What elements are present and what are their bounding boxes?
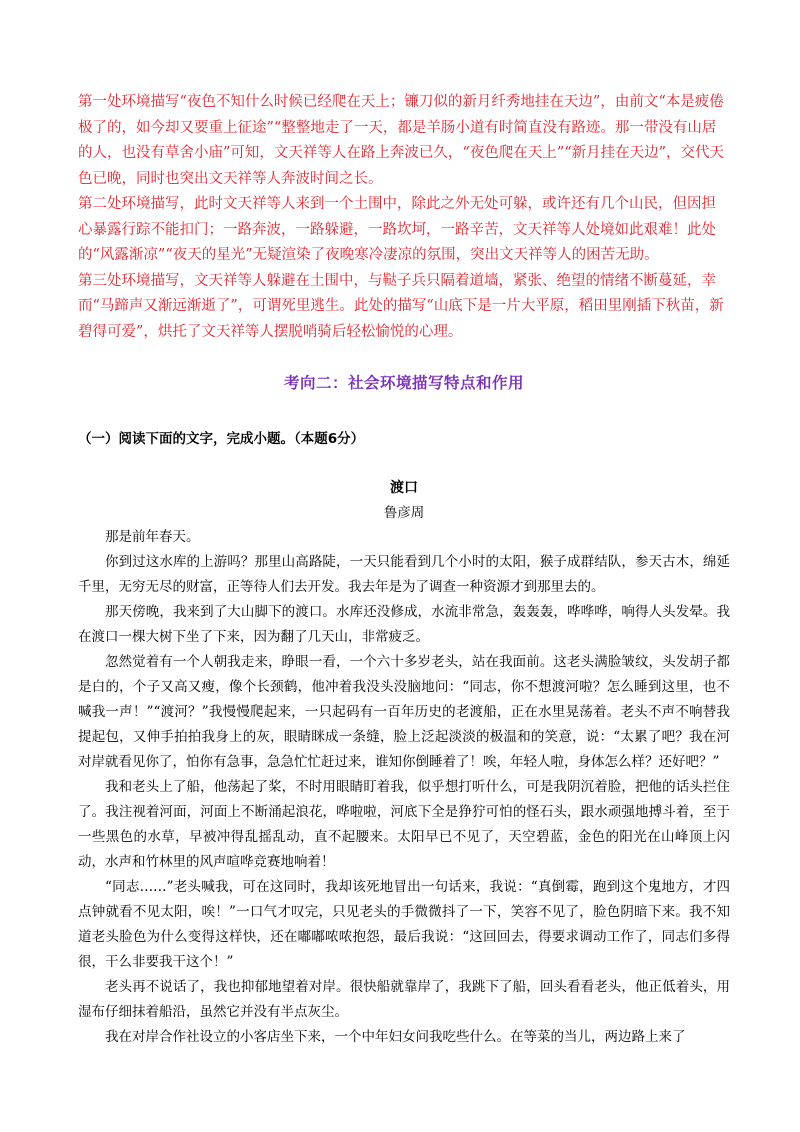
- article-title: 渡口: [390, 480, 418, 496]
- article-paragraph-8: 我在对岸合作社设立的小客店坐下来，一个中年妇女问我吃些什么。在等菜的当儿，两边路上来了: [105, 1029, 686, 1045]
- question-prompt: （一）阅读下面的文字，完成小题。（本题6分）: [78, 431, 365, 447]
- analysis-paragraph-3: 第三处环境描写，文天祥等人躲避在土围中，与鞑子兵只隔着道墙，紧张、绝望的情绪不断蔓延，幸而“马蹄声又渐远渐逝了”，可谓死里逃生。此处的描写“山底下是一片大平原，稻田里刚插下秋苗，新碧得可爱”，烘托了文天祥等人摆脱哨骑后轻松愉悦的心理。: [78, 272, 724, 340]
- article-paragraph-2: 你到过这水库的上游吗？那里山高路陡，一天只能看到几个小时的太阳，猴子成群结队，参天古木，绵延千里，无穷无尽的财富，正等待人们去开发。我去年是为了调查一种资源才到那里去的。: [78, 554, 730, 595]
- article-body: [78, 525, 730, 1050]
- article-paragraph-6: “同志……”老头喊我，可在这同时，我却该死地冒出一句话来，我说：“真倒霉，跑到这个鬼地方，才四点钟就看不见太阳，唉！”一口气才叹完，只见老头的手微微抖了一下，笑容不见了，脸色阴暗下来。我不知道老头脸色为什么变得这样快，还在嘟嘟哝哝抱怨，最后我说：“这回回去，得要求调动工作了，同志们多得很，干么非要我干这个！”: [78, 879, 730, 970]
- article-paragraph-1: 那是前年春天。: [105, 529, 200, 545]
- article-paragraph-5: 我和老头上了船，他荡起了桨，不时用眼睛盯着我，似乎想打听什么，可是我阴沉着脸，把他的话头拦住了。我注视着河面，河面上不断涌起浪花，哗啦啦，河底下全是狰狞可怕的怪石头，跟水顽强地搏斗着，至于一些黑色的水草，早被冲得乱摇乱动，直不起腰来。太阳早已不见了，天空碧蓝，金色的阳光在山峰顶上闪动，水声和竹林里的风声喧哗竞赛地响着！: [78, 779, 730, 870]
- analysis-paragraph-1: 第一处环境描写“夜色不知什么时候已经爬在天上；镰刀似的新月纤秀地挂在天边”，由前文“本是疲倦极了的，如今却又要重上征途”“整整地走了一天，都是羊肠小道有时简直没有路迹。那一带没有山居的人，也没有草舍小庙”可知，文天祥等人在路上奔波已久，“夜色爬在天上”“新月挂在天边”，交代天色已晚，同时也突出文天祥等人奔波时间之长。: [78, 94, 725, 187]
- article-paragraph-7: 老头再不说话了，我也抑郁地望着对岸。很快船就靠岸了，我跳下了船，回头看看老头，他正低着头，用湿布仔细抹着船沿，虽然它并没有半点灰尘。: [78, 979, 730, 1020]
- article-paragraph-3: 那天傍晚，我来到了大山脚下的渡口。水库还没修成，水流非常急，轰轰轰，哗哗哗，响得人头发晕。我在渡口一棵大树下坐了下来，因为翻了几天山，非常疲乏。: [78, 604, 730, 645]
- article-author: 鲁彦周: [383, 505, 425, 521]
- analysis-block: [78, 90, 730, 345]
- section-heading: 考向二：社会环境描写特点和作用: [283, 374, 524, 392]
- article-paragraph-4: 忽然觉着有一个人朝我走来，睁眼一看，一个六十多岁老头，站在我面前。这老头满脸皱纹，头发胡子都是白的，个子又高又瘦，像个长颈鹤，他冲着我没头没脑地问：“同志，你不想渡河啦？怎么睡到这里，也不喊我一声！”“渡河？”我慢慢爬起来，一只起码有一百年历史的老渡船，正在水里晃荡着。老头不声不响替我提起包，又伸手拍拍我身上的灰，眼睛眯成一条缝，脸上泛起淡淡的极温和的笑意，说：“太累了吧？我在河对岸就看见你了，怕你有急事，急急忙忙赶过来，谁知你倒睡着了！唉，年轻人啦，身体怎么样？还好吧？”: [78, 654, 730, 770]
- analysis-paragraph-2: 第二处环境描写，此时文天祥等人来到一个土围中，除此之外无处可躲，或许还有几个山民，但因担心暴露行踪不能扣门；一路奔波，一路躲避，一路坎坷，一路辛苦，文天祥等人处境如此艰难！此处的“风露渐凉”“夜天的星光”无疑渲染了夜晚寒冷凄凉的氛围，突出文天祥等人的困苦无助。: [78, 196, 716, 263]
